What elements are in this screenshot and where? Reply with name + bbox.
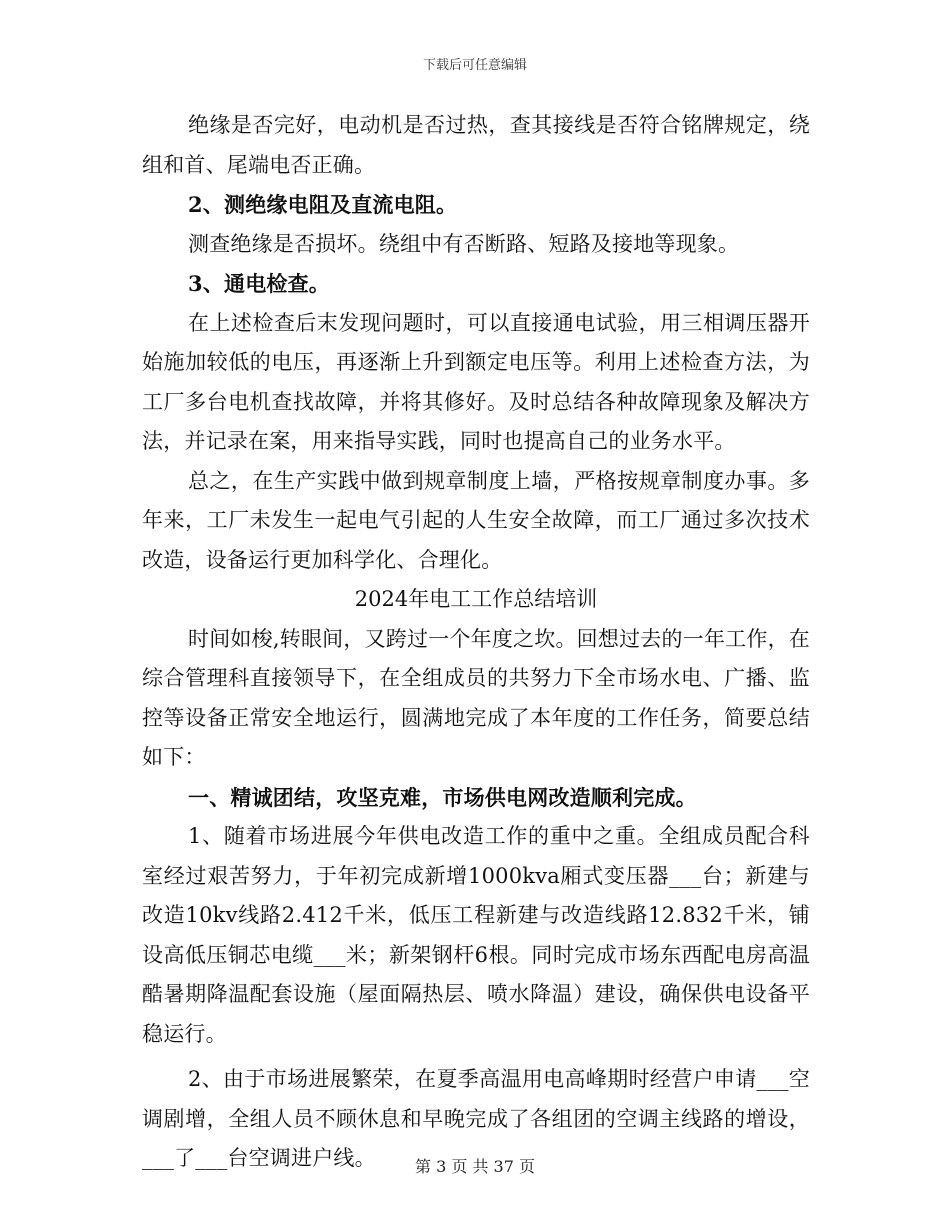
page-header-note: 下载后可任意编辑 [422,58,527,73]
heading-power-on-check: 3、通电检查。 [188,271,331,296]
page-footer-number: 第 3 页 共 37 页 [415,1157,535,1176]
paragraph-item-one: 1、随着市场进展今年供电改造工作的重中之重。全组成员配合科室经过艰苦努力，于年初完成新增1000kva厢式变压器___台；新建与改造10kv线路2.412千米，低压工程新建与改造线路12.832千米，铺设高低压铜芯电缆___米；新架钢杆6根。同时完成市场东西配电房高温酷暑期降温配套设施（屋面隔热层、喷水降温）建设，确保供电设备平稳运行。 [142,824,810,1046]
paragraph-intro: 时间如梭,转眼间，又跨过一个年度之坎。回想过去的一年工作，在综合管理科直接领导下，在全组成员的共努力下全市场水电、广播、监控等设备正常安全地运行，圆满地完成了本年度的工作任务，简要总结如下： [142,626,810,769]
paragraph-insulation-check: 绝缘是否完好，电动机是否过热，查其接线是否符合铭牌规定，绕组和首、尾端电否正确。 [142,113,810,177]
heading-section-one: 一、精诚团结，攻坚克难，市场供电网改造顺利完成。 [188,784,697,810]
paragraph-insulation-damage: 测查绝缘是否损坏。绕组中有否断路、短路及接地等现象。 [188,231,740,256]
heading-measure-resistance: 2、测绝缘电阻及直流电阻。 [188,192,458,217]
paragraph-summary: 总之，在生产实践中做到规章制度上墙，严格按规章制度办事。多年来，工厂未发生一起电气引起的人生安全故障，而工厂通过多次技术改造，设备运行更加科学化、合理化。 [142,468,810,572]
section-title: 2024年电工工作总结培训 [354,587,598,611]
document-body [142,106,810,1179]
paragraph-power-on-test: 在上述检查后末发现问题时，可以直接通电试验，用三相调压器开始施加较低的电压，再逐渐上升到额定电压等。利用上述检查方法，为工厂多台电机查找故障，并将其修好。及时总结各种故障现象及解决方法，并记录在案，用来指导实践，同时也提高自己的业务水平。 [142,310,810,453]
paragraph-item-two: 2、由于市场进展繁荣，在夏季高温用电高峰期时经营户申请___空调剧增，全组人员不顾休息和早晚完成了各组团的空调主线路的增设，___了___台空调进户线。 [142,1067,810,1170]
